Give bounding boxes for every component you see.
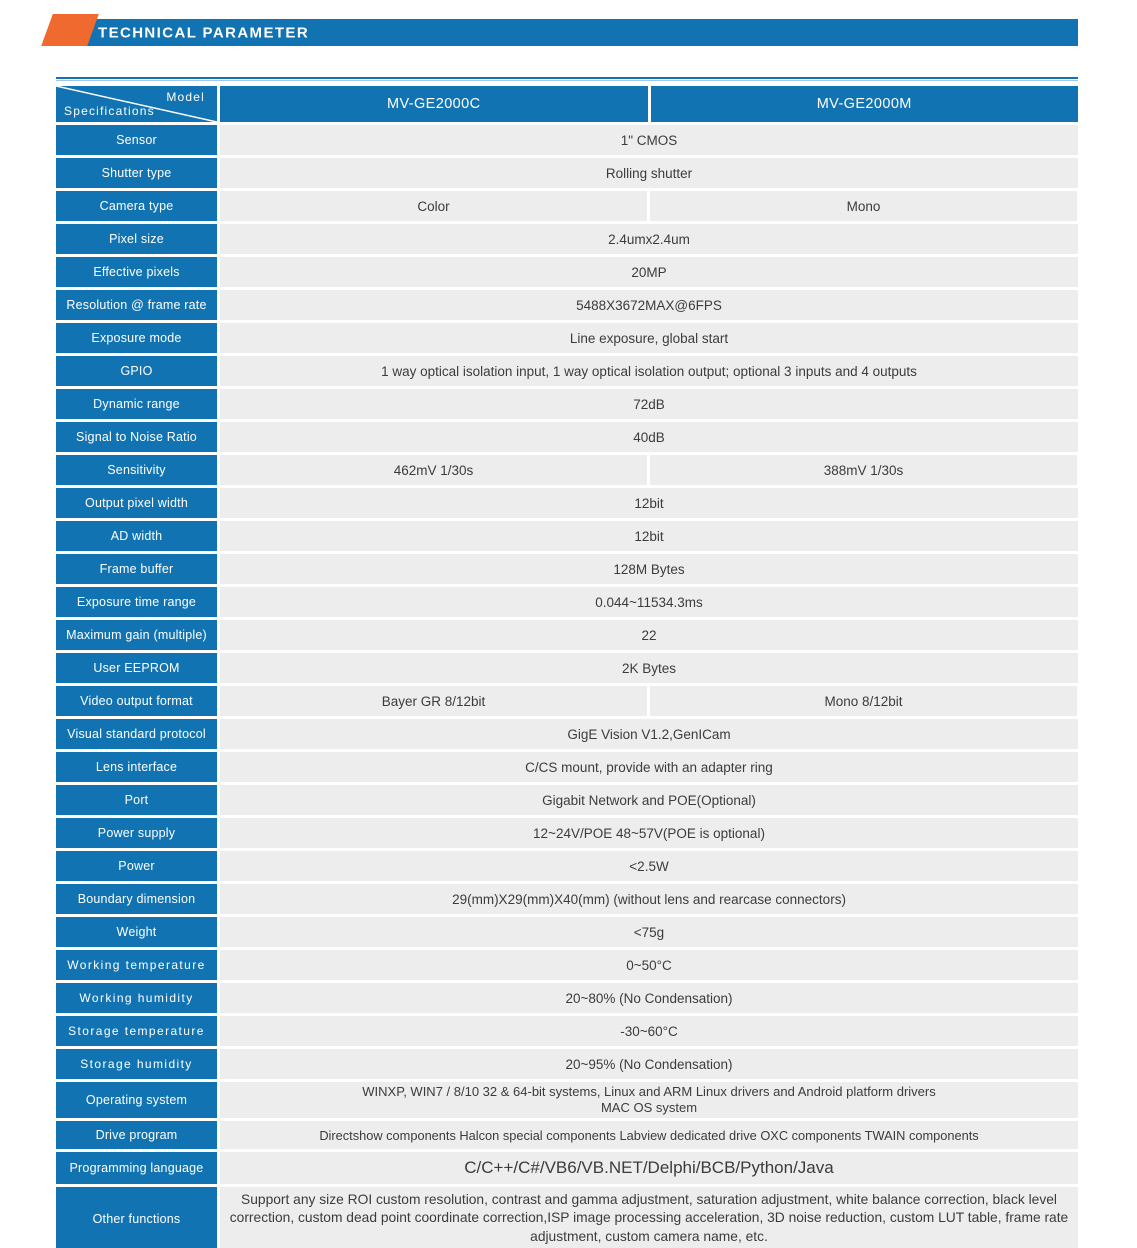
row-label: Power supply — [56, 818, 217, 848]
spec-row — [56, 257, 1078, 287]
row-label: Storage temperature — [56, 1016, 217, 1046]
spec-row — [56, 950, 1078, 980]
spec-row — [56, 1152, 1078, 1184]
spec-row — [56, 818, 1078, 848]
spec-row — [56, 389, 1078, 419]
spec-row — [56, 158, 1078, 188]
row-label: Pixel size — [56, 224, 217, 254]
row-label: Port — [56, 785, 217, 815]
row-label: Frame buffer — [56, 554, 217, 584]
row-label: Working humidity — [56, 983, 217, 1013]
spec-row — [56, 1049, 1078, 1079]
row-value: 20MP — [220, 257, 1078, 287]
row-value: Line exposure, global start — [220, 323, 1078, 353]
column-header-mv-ge2000c: MV-GE2000C — [220, 86, 648, 122]
row-label: Operating system — [56, 1082, 217, 1118]
spec-row — [56, 554, 1078, 584]
page-title: TECHNICAL PARAMETER — [98, 24, 310, 41]
row-label: Shutter type — [56, 158, 217, 188]
row-value-line1: WINXP, WIN7 / 8/10 32 & 64-bit systems, Linux and ARM Linux drivers and Android platform drivers — [362, 1083, 936, 1099]
row-value-left: Color — [220, 191, 647, 221]
divider-line — [56, 77, 1078, 81]
row-label: Signal to Noise Ratio — [56, 422, 217, 452]
row-value: Rolling shutter — [220, 158, 1078, 188]
row-label: Dynamic range — [56, 389, 217, 419]
row-value: <75g — [220, 917, 1078, 947]
row-value — [220, 1082, 1078, 1118]
row-label: Exposure mode — [56, 323, 217, 353]
row-label: Lens interface — [56, 752, 217, 782]
row-label: Video output format — [56, 686, 217, 716]
row-value: 5488X3672MAX@6FPS — [220, 290, 1078, 320]
row-value: GigE Vision V1.2,GenICam — [220, 719, 1078, 749]
row-value: 2K Bytes — [220, 653, 1078, 683]
row-value: 12bit — [220, 521, 1078, 551]
spec-row — [56, 1082, 1078, 1118]
spec-row — [56, 620, 1078, 650]
row-label: Storage humidity — [56, 1049, 217, 1079]
row-value-right: Mono 8/12bit — [650, 686, 1077, 716]
row-value-right: Mono — [650, 191, 1077, 221]
row-value: C/C++/C#/VB6/VB.NET/Delphi/BCB/Python/Java — [220, 1152, 1078, 1184]
spec-row — [56, 521, 1078, 551]
row-label: Exposure time range — [56, 587, 217, 617]
row-value-left: 462mV 1/30s — [220, 455, 647, 485]
row-label: AD width — [56, 521, 217, 551]
row-value: 12~24V/POE 48~57V(POE is optional) — [220, 818, 1078, 848]
row-value-right: 388mV 1/30s — [650, 455, 1077, 485]
row-value: -30~60°C — [220, 1016, 1078, 1046]
row-label: User EEPROM — [56, 653, 217, 683]
row-label: Sensitivity — [56, 455, 217, 485]
spec-row — [56, 1121, 1078, 1149]
row-value: 1" CMOS — [220, 125, 1078, 155]
row-label: Sensor — [56, 125, 217, 155]
row-value: 128M Bytes — [220, 554, 1078, 584]
row-value: 0.044~11534.3ms — [220, 587, 1078, 617]
section-header-bar — [56, 19, 1078, 46]
row-value: 40dB — [220, 422, 1078, 452]
spec-row — [56, 686, 1078, 716]
corner-model-label: Model — [166, 90, 205, 104]
spec-row — [56, 719, 1078, 749]
accent-parallelogram-icon — [41, 14, 99, 46]
row-value: 12bit — [220, 488, 1078, 518]
row-label: Weight — [56, 917, 217, 947]
row-value: 22 — [220, 620, 1078, 650]
spec-row — [56, 785, 1078, 815]
spec-row — [56, 455, 1078, 485]
spec-row — [56, 224, 1078, 254]
row-label: Programming language — [56, 1152, 217, 1184]
row-label: Working temperature — [56, 950, 217, 980]
row-label: Effective pixels — [56, 257, 217, 287]
row-label: Visual standard protocol — [56, 719, 217, 749]
row-value-left: Bayer GR 8/12bit — [220, 686, 647, 716]
spec-row — [56, 356, 1078, 386]
row-value: Support any size ROI custom resolution, contrast and gamma adjustment, saturation adjustment, white balance correction, black level correction, custom dead point coordinate correction,ISP image processing acceleration, 3D noise reduction, custom LUT table, frame rate adjustment, custom camera name, etc. — [220, 1187, 1078, 1248]
spec-row — [56, 653, 1078, 683]
row-value: 20~80% (No Condensation) — [220, 983, 1078, 1013]
spec-row — [56, 752, 1078, 782]
row-value: 2.4umx2.4um — [220, 224, 1078, 254]
row-value: 0~50°C — [220, 950, 1078, 980]
row-value-line2: MAC OS system — [600, 1100, 698, 1115]
spec-row — [56, 1187, 1078, 1248]
row-label: Output pixel width — [56, 488, 217, 518]
row-label: GPIO — [56, 356, 217, 386]
row-label: Drive program — [56, 1121, 217, 1149]
row-value: 72dB — [220, 389, 1078, 419]
table-header-row — [56, 86, 1078, 122]
row-value: Gigabit Network and POE(Optional) — [220, 785, 1078, 815]
spec-row — [56, 983, 1078, 1013]
spec-row — [56, 587, 1078, 617]
row-label: Other functions — [56, 1187, 217, 1248]
row-value: 1 way optical isolation input, 1 way optical isolation output; optional 3 inputs and 4 outputs — [220, 356, 1078, 386]
row-label: Boundary dimension — [56, 884, 217, 914]
spec-row — [56, 851, 1078, 881]
spec-row — [56, 125, 1078, 155]
spec-row — [56, 422, 1078, 452]
spec-row — [56, 1016, 1078, 1046]
row-value: 20~95% (No Condensation) — [220, 1049, 1078, 1079]
row-label: Maximum gain (multiple) — [56, 620, 217, 650]
spec-row — [56, 488, 1078, 518]
row-value: C/CS mount, provide with an adapter ring — [220, 752, 1078, 782]
spec-row — [56, 290, 1078, 320]
corner-header-cell — [56, 86, 217, 122]
column-header-mv-ge2000m: MV-GE2000M — [651, 86, 1079, 122]
row-value: 29(mm)X29(mm)X40(mm) (without lens and rearcase connectors) — [220, 884, 1078, 914]
spec-row — [56, 191, 1078, 221]
spec-table — [56, 86, 1078, 1248]
row-value: Directshow components Halcon special components Labview dedicated drive OXC components TWAIN components — [220, 1121, 1078, 1149]
spec-row — [56, 323, 1078, 353]
spec-row — [56, 917, 1078, 947]
table-body — [56, 125, 1078, 1248]
row-label: Power — [56, 851, 217, 881]
row-value: <2.5W — [220, 851, 1078, 881]
row-label: Resolution @ frame rate — [56, 290, 217, 320]
row-label: Camera type — [56, 191, 217, 221]
corner-specifications-label: Specifications — [64, 104, 155, 118]
spec-row — [56, 884, 1078, 914]
